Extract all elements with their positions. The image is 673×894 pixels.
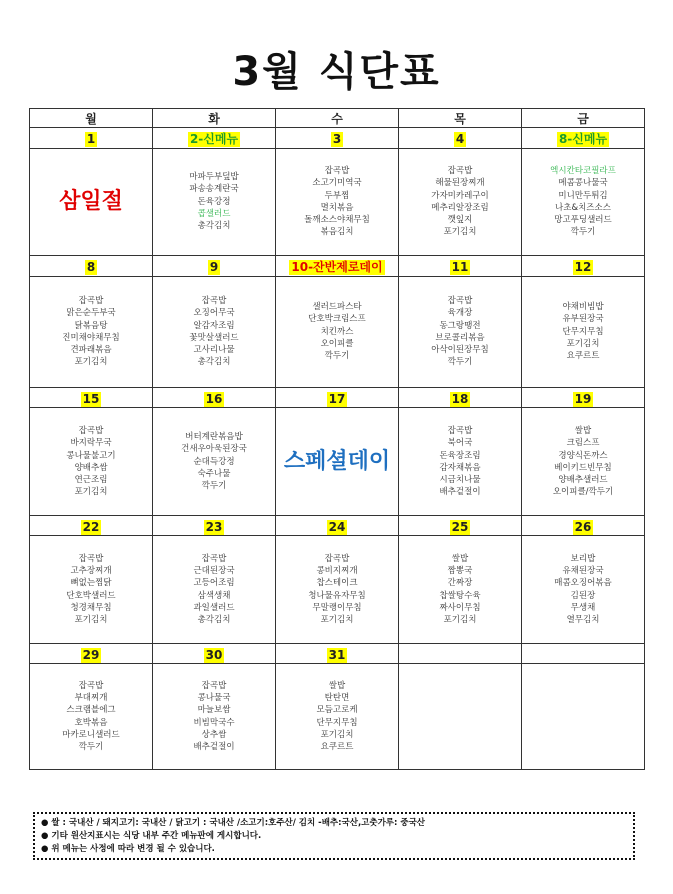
menu-item: 깍두기	[324, 351, 350, 362]
menu-item: 양배추샐러드	[558, 475, 608, 486]
date-label: 30	[205, 648, 223, 663]
menu-item: 깻잎지	[447, 215, 473, 226]
date-label: 29	[82, 648, 100, 663]
menu-item: 진미채야채무침	[62, 332, 120, 343]
menu-item: 삼색생채	[197, 590, 231, 601]
menu-item: 잡곡밥	[447, 425, 473, 436]
date-label-new-menu: 8-신메뉴	[558, 132, 608, 147]
menu-row	[30, 408, 645, 516]
menu-item: 견파래볶음	[70, 345, 112, 356]
holiday-label: 삼일절	[59, 188, 123, 214]
date-label: 12	[574, 260, 592, 275]
date-label: 16	[205, 392, 223, 407]
menu-item: 깍두기	[78, 742, 104, 753]
menu-item: 보리밥	[570, 553, 596, 564]
menu-item: 단무지무침	[562, 326, 604, 337]
menu-item: 총각김치	[197, 615, 231, 626]
menu-cell	[522, 664, 645, 770]
menu-item: 메콤콩나물국	[558, 178, 608, 189]
menu-item: 고추장찌개	[70, 566, 112, 577]
date-label: 24	[328, 520, 346, 535]
menu-item: 포기김치	[443, 615, 477, 626]
menu-cell	[30, 536, 153, 644]
date-label: 31	[328, 648, 346, 663]
menu-item: 콩나물국	[197, 693, 231, 704]
menu-item: 동그랑땡전	[439, 320, 481, 331]
menu-item: 크림스프	[566, 438, 600, 449]
menu-item: 샐러드파스타	[312, 302, 362, 313]
menu-item: 건새우아욱된장국	[181, 444, 247, 455]
menu-item: 단호박크림스프	[308, 314, 366, 325]
menu-cell	[30, 408, 153, 516]
menu-item: 잡곡밥	[324, 553, 350, 564]
menu-item: 매콤오징어볶음	[554, 578, 612, 589]
menu-item: 모듬고로케	[316, 705, 358, 716]
date-label: 8	[86, 260, 96, 275]
menu-item: 마파두부덮밥	[189, 172, 239, 183]
menu-cell	[399, 536, 522, 644]
menu-cell	[153, 408, 276, 516]
menu-item: 포기김치	[74, 357, 108, 368]
menu-item: 포기김치	[320, 729, 354, 740]
date-label: 15	[82, 392, 100, 407]
menu-item: 해물된장찌개	[435, 178, 485, 189]
menu-item: 돈육강정	[197, 196, 231, 207]
menu-table	[29, 108, 645, 770]
menu-item: 깍두기	[447, 357, 473, 368]
menu-cell	[30, 276, 153, 388]
menu-item: 메추리알장조림	[431, 202, 489, 213]
date-label: 11	[451, 260, 469, 275]
menu-item: 김된장	[570, 590, 596, 601]
menu-cell	[522, 276, 645, 388]
menu-item: 쌀밥	[574, 425, 592, 436]
menu-item: 호박볶음	[74, 717, 108, 728]
menu-item: 무말랭이무침	[312, 603, 362, 614]
date-label: 19	[574, 392, 592, 407]
menu-cell	[276, 536, 399, 644]
date-label: 4	[455, 132, 465, 147]
menu-item: 포기김치	[566, 338, 600, 349]
menu-item: 연근조림	[74, 475, 108, 486]
menu-item: 요쿠르트	[320, 742, 354, 753]
menu-item: 스크램블에그	[66, 705, 116, 716]
menu-item: 감자채볶음	[439, 462, 481, 473]
menu-item: 쌀밥	[451, 553, 469, 564]
menu-item: 잡곡밥	[201, 295, 227, 306]
menu-item: 고등어조림	[193, 578, 235, 589]
menu-row	[30, 148, 645, 256]
menu-item: 맑은순두부국	[66, 308, 116, 319]
menu-item: 버터계란볶음밥	[185, 432, 243, 443]
origin-notice-box	[33, 812, 635, 860]
menu-item: 탄탄면	[324, 693, 350, 704]
menu-item: 아삭이된장무침	[431, 345, 489, 356]
date-row	[30, 388, 645, 408]
menu-item: 부대찌개	[74, 693, 108, 704]
menu-item: 잡곡밥	[201, 553, 227, 564]
day-header: 화	[153, 109, 276, 128]
menu-item: 총각김치	[197, 221, 231, 232]
menu-item: 꽃맛살샐러드	[189, 332, 239, 343]
menu-row	[30, 664, 645, 770]
menu-item: 깍두기	[201, 481, 227, 492]
menu-cell	[153, 536, 276, 644]
menu-item: 근대된장국	[193, 566, 235, 577]
menu-item: 무생채	[570, 603, 596, 614]
menu-item: 망고푸딩샐러드	[554, 215, 612, 226]
menu-item: 짬뽕국	[447, 566, 473, 577]
menu-cell	[522, 148, 645, 256]
day-header: 목	[399, 109, 522, 128]
date-label: 22	[82, 520, 100, 535]
menu-cell	[30, 664, 153, 770]
menu-item: 가자미카레구이	[431, 190, 489, 201]
menu-item: 돌깨소스야채무침	[304, 215, 370, 226]
menu-cell	[30, 148, 153, 256]
date-label-new-menu: 2-신메뉴	[189, 132, 239, 147]
menu-item: 잡곡밥	[324, 166, 350, 176]
date-label: 1	[86, 132, 96, 147]
menu-item: 나초&치즈소스	[555, 202, 611, 213]
date-row	[30, 644, 645, 664]
menu-item: 브로콜리볶음	[435, 332, 485, 343]
menu-item: 콩나물불고기	[66, 450, 116, 461]
menu-item: 포기김치	[320, 615, 354, 626]
day-header: 수	[276, 109, 399, 128]
date-label: 3	[332, 132, 342, 147]
menu-cell	[276, 408, 399, 516]
menu-item: 볶음김치	[320, 227, 354, 238]
menu-item: 베이키드빈무침	[554, 462, 612, 473]
menu-item: 알감자조림	[193, 320, 235, 331]
menu-item: 멸치볶음	[320, 202, 354, 213]
date-label: 18	[451, 392, 469, 407]
menu-item: 비빔막국수	[193, 717, 235, 728]
menu-item: 소고기미역국	[312, 178, 362, 189]
menu-item: 잡곡밥	[78, 295, 104, 306]
page-title: 3월 식단표	[232, 49, 441, 95]
date-label: 9	[209, 260, 219, 275]
menu-item: 배추겉절이	[439, 487, 481, 498]
day-header: 월	[30, 109, 153, 128]
menu-item: 순대득강정	[193, 456, 235, 467]
menu-cell	[276, 148, 399, 256]
menu-item: 잡곡밥	[78, 553, 104, 564]
menu-item: 숙주나물	[197, 468, 231, 479]
menu-item: 단무지무침	[316, 717, 358, 728]
menu-item: 바지락무국	[70, 438, 112, 449]
menu-item: 잡곡밥	[78, 680, 104, 691]
date-row	[30, 256, 645, 276]
menu-cell	[399, 276, 522, 388]
menu-row	[30, 536, 645, 644]
menu-item: 포기김치	[74, 487, 108, 498]
menu-item: 콩비지찌개	[316, 566, 358, 577]
menu-item: 돈육장조림	[439, 450, 481, 461]
menu-cell	[153, 276, 276, 388]
menu-item: 엑시칸타코필라프	[550, 166, 616, 176]
menu-item: 상추쌈	[201, 729, 227, 740]
notice-line: ● 쌀 : 국내산 / 돼지고기: 국내산 / 닭고기 : 국내산 /소고기:호주산/ 김치 -배추:국산,고춧가루: 중국산	[41, 818, 426, 828]
menu-item: 마카로니샐러드	[62, 729, 120, 740]
menu-item: 파송송계란국	[189, 184, 239, 195]
menu-item: 유채된장국	[562, 566, 604, 577]
menu-cell	[276, 664, 399, 770]
empty-date-cell	[399, 644, 522, 664]
menu-row	[30, 276, 645, 388]
date-label: 17	[328, 392, 346, 407]
special-day-label: 스페셜데이	[283, 448, 391, 474]
menu-item: 총각김치	[197, 357, 231, 368]
menu-item: 쌀밥	[328, 680, 346, 691]
menu-item: 치킨까스	[320, 326, 354, 337]
menu-item: 미니만두튀김	[558, 190, 608, 201]
menu-item: 양배추쌈	[74, 462, 108, 473]
date-row	[30, 516, 645, 536]
day-header: 금	[522, 109, 645, 128]
menu-item: 짜사이무침	[439, 603, 481, 614]
notice-line: ● 위 메뉴는 사정에 따라 변경 될 수 있습니다.	[41, 844, 215, 854]
menu-cell	[399, 664, 522, 770]
day-header-row	[30, 109, 645, 128]
menu-item: 오이피클	[320, 338, 354, 349]
menu-cell	[522, 536, 645, 644]
menu-cell	[522, 408, 645, 516]
menu-item: 오징어무국	[193, 308, 235, 319]
menu-item: 단호박샐러드	[66, 590, 116, 601]
menu-item: 잡곡밥	[447, 166, 473, 176]
menu-cell	[153, 664, 276, 770]
menu-item: 열무김치	[566, 615, 600, 626]
menu-item: 유부된장국	[562, 314, 604, 325]
menu-cell	[399, 408, 522, 516]
menu-item: 고사리나물	[193, 345, 235, 356]
menu-item: 닭볶음탕	[74, 320, 108, 331]
menu-item: 두부찜	[324, 190, 350, 201]
menu-item: 육개장	[447, 308, 473, 319]
date-label: 26	[574, 520, 592, 535]
menu-cell	[399, 148, 522, 256]
menu-item: 포기김치	[443, 227, 477, 238]
menu-item: 과일샐러드	[193, 603, 235, 614]
notice-line: ● 기타 원산지표시는 식당 내부 주간 메뉴판에 게시합니다.	[41, 831, 262, 841]
menu-item: 뼈없는찜닭	[70, 578, 112, 589]
menu-item: 잡곡밥	[78, 425, 104, 436]
menu-item: 콥샐러드	[197, 209, 231, 220]
menu-item: 찹쌀탕수육	[439, 590, 481, 601]
menu-item: 찹스테이크	[316, 578, 358, 589]
date-label-zero-waste: 10-잔반제로데이	[291, 260, 383, 275]
menu-item: 포기김치	[74, 615, 108, 626]
menu-item: 잡곡밥	[201, 680, 227, 691]
date-label: 23	[205, 520, 223, 535]
menu-item: 야채비빔밥	[562, 302, 604, 313]
menu-item: 오이피클/깍두기	[552, 487, 614, 498]
menu-item: 청나물유자무침	[308, 590, 366, 601]
menu-item: 마늘보쌈	[197, 705, 231, 716]
empty-date-cell	[522, 644, 645, 664]
menu-item: 잡곡밥	[447, 295, 473, 306]
menu-cell	[153, 148, 276, 256]
date-label: 25	[451, 520, 469, 535]
menu-item: 요쿠르트	[566, 351, 600, 362]
menu-item: 북어국	[447, 438, 473, 449]
menu-item: 간짜장	[447, 578, 473, 589]
date-row	[30, 128, 645, 148]
menu-item: 청경채무침	[70, 603, 112, 614]
menu-item: 경양식돈까스	[558, 450, 608, 461]
menu-cell	[276, 276, 399, 388]
menu-item: 배추겉절이	[193, 742, 235, 753]
menu-item: 시금치나물	[439, 475, 481, 486]
menu-item: 깍두기	[570, 227, 596, 238]
